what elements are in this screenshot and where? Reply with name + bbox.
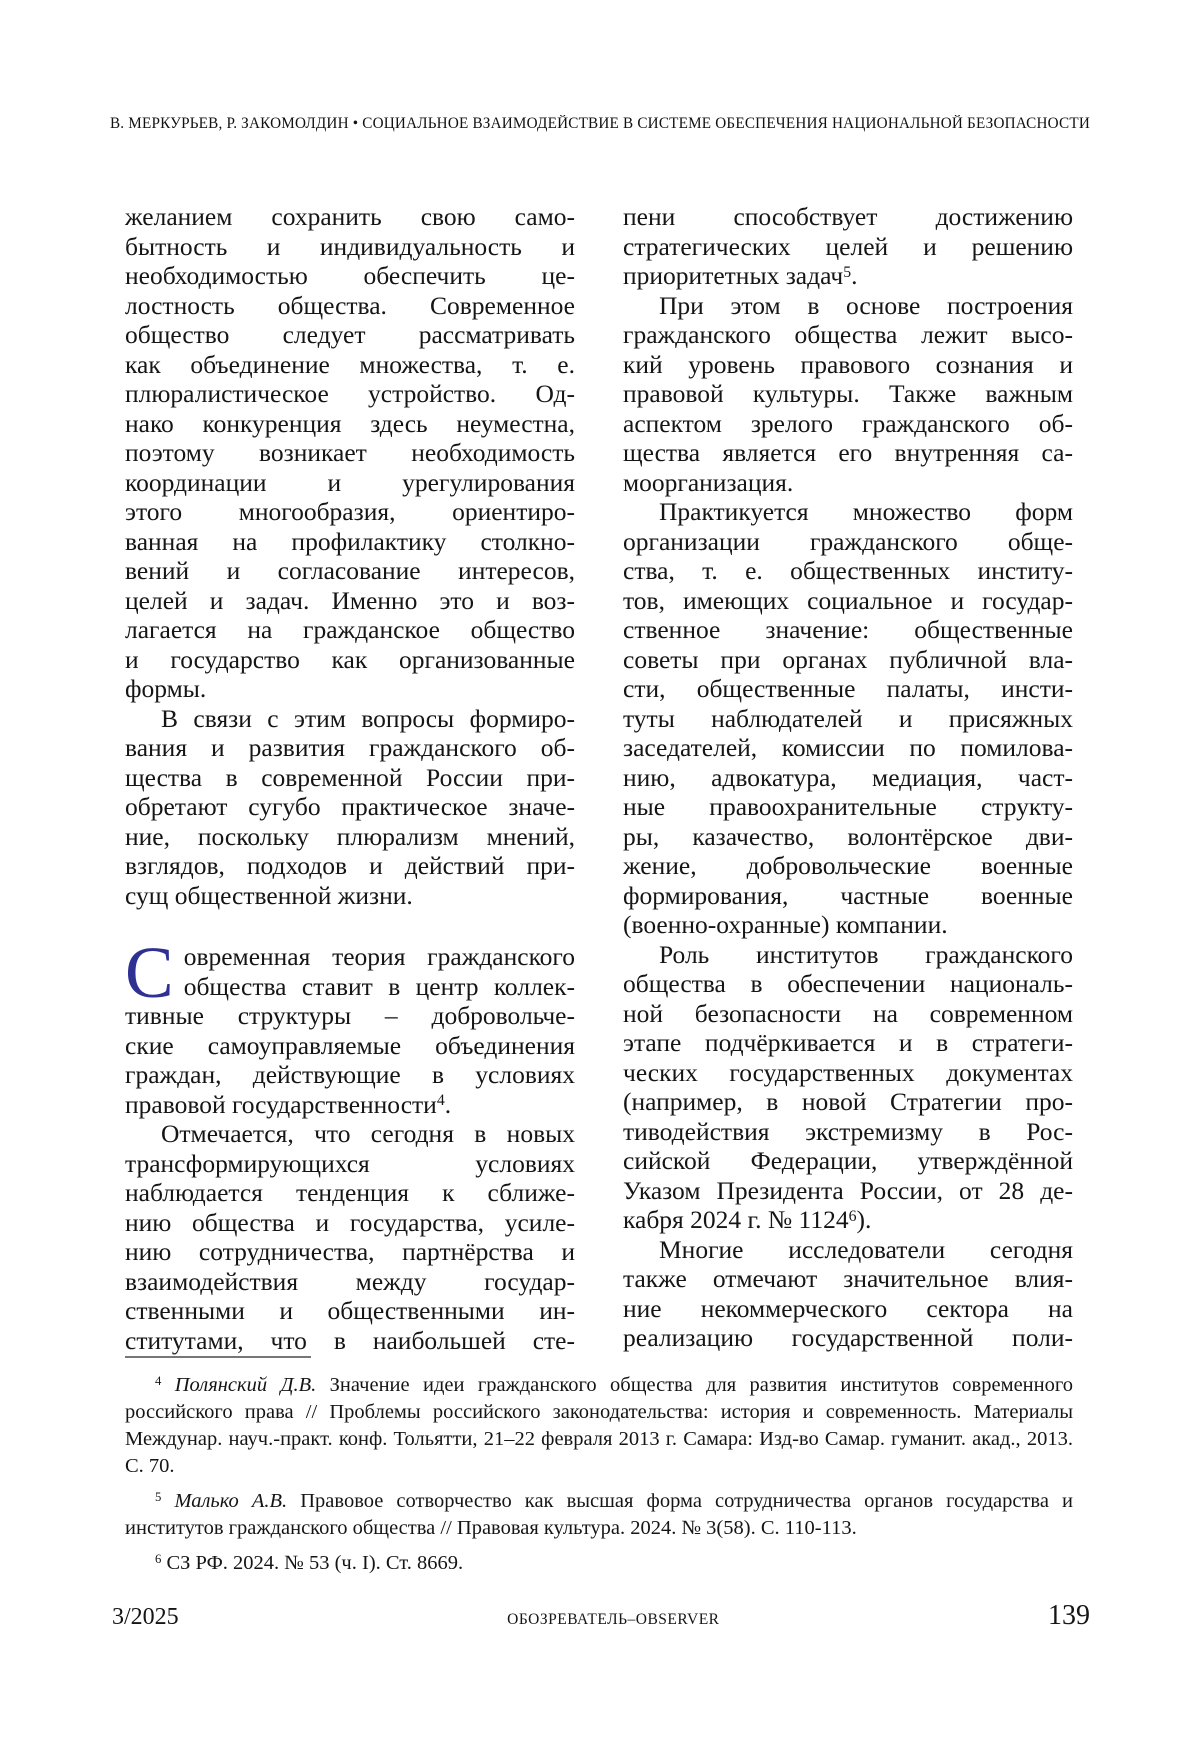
text-line: При этом в основе построения (659, 290, 1073, 320)
footnote-separator (125, 1356, 311, 1358)
text-line: тов, имеющих социальное и государ- (623, 585, 1073, 615)
text-line: (военно-охранные) компании. (623, 910, 948, 939)
text-line: приоритетных задач$^5$. (623, 261, 858, 290)
text-line: также отмечают значительное влия- (623, 1264, 1073, 1293)
text-line: туты наблюдателей и присяжных (623, 703, 1073, 733)
text-line: кабря 2024 г. № 1124$^6$). (623, 1205, 872, 1234)
footnote: $^4$ Полянский Д.В. Значение идеи гражданского общества для развития институтов современного российского права // Проблемы российского законодательства: история и современность. Материалы Междунар. науч.-практ. конф. Тольятти, 21–22 февраля 2013 г. Самара: Изд-во Самар. гуманит. акад., 2013. С. 70. (125, 1374, 1074, 1477)
text-line: сущ общественной жизни. (125, 880, 413, 910)
footnote-author: Полянский Д.В. (174, 1374, 330, 1396)
paragraph (623, 291, 1073, 498)
text-line: общества в обеспечении националь- (623, 969, 1073, 998)
paragraph (623, 940, 1073, 1235)
paragraph (623, 202, 1073, 291)
footnote-ref: 5 (843, 263, 852, 281)
text-line: ры, казачество, волонтёрское дви- (623, 821, 1073, 851)
text-line: моорганизация. (623, 467, 794, 497)
paragraph (125, 932, 575, 1119)
text-line: взглядов, подходов и действий при- (125, 851, 575, 880)
text-line: правовой культуры. Также важным (623, 379, 1073, 408)
text-line: ские самоуправляемые объединения (125, 1030, 575, 1060)
text-line: пени способствует достижению (623, 202, 1073, 231)
text-line: вания и развития гражданского об- (125, 733, 575, 762)
text-line: щества является его внутренняя са- (623, 438, 1073, 467)
text-line: Практикуется множество форм (659, 497, 1073, 526)
footnote-marker: 5 (155, 1490, 162, 1505)
text-line: заседателей, комиссии по помилова- (623, 733, 1073, 762)
text-line: вений и согласование интересов, (125, 556, 575, 585)
text-line: бытность и индивидуальность и (125, 231, 575, 261)
text-line: наблюдается тенденция к сближе- (125, 1178, 575, 1207)
text-line: ственными и общественными ин- (125, 1296, 575, 1325)
text-line: Указом Президента России, от 28 де- (623, 1175, 1073, 1205)
footnote-marker: 6 (155, 1552, 162, 1567)
page-number: 139 (1048, 1600, 1090, 1631)
text-line: ной безопасности на современном (623, 998, 1073, 1028)
footnote: $^6$ СЗ РФ. 2024. № 53 (ч. I). Ст. 8669. (155, 1552, 464, 1574)
right-column (623, 202, 1073, 1355)
text-line: граждан, действующие в условиях (125, 1060, 575, 1089)
text-line: нию сотрудничества, партнёрства и (125, 1237, 575, 1266)
footnote-ref: 6 (848, 1207, 857, 1225)
text-line: щества в современной России при- (125, 762, 575, 792)
text-line: ванная на профилактику столкно- (125, 526, 575, 556)
text-line: ститутами, что в наибольшей сте- (125, 1325, 575, 1355)
text-line: сти, общественные палаты, инсти- (623, 674, 1073, 703)
footnote-marker: 4 (155, 1374, 162, 1389)
page-footer (112, 1600, 1090, 1632)
issue-number: 3/2025 (112, 1604, 179, 1630)
text-line: В связи с этим вопросы формиро- (161, 703, 575, 733)
text-line: реализацию государственной поли- (623, 1323, 1073, 1352)
text-line: ние некоммерческого сектора на (623, 1293, 1073, 1323)
text-line: целей и задач. Именно это и воз- (125, 585, 575, 615)
text-line: лагается на гражданское общество (125, 615, 575, 644)
text-line: поэтому возникает необходимость (125, 438, 575, 467)
text-line: Многие исследователи сегодня (659, 1234, 1073, 1264)
text-line: Роль институтов гражданского (659, 939, 1073, 969)
paragraph (125, 1119, 575, 1355)
footnote-ref: 4 (436, 1092, 445, 1110)
text-line: общества ставит в центр коллек- (183, 971, 575, 1001)
text-line: (например, в новой Стратегии про- (623, 1087, 1073, 1116)
text-line: взаимодействия между государ- (125, 1266, 575, 1296)
text-line: советы при органах публичной вла- (623, 644, 1073, 674)
journal-name: ОБОЗРЕВАТЕЛЬ–OBSERVER (507, 1611, 720, 1628)
text-line: Отмечается, что сегодня в новых (161, 1119, 575, 1148)
text-line: жение, добровольческие военные (623, 851, 1073, 880)
text-columns (125, 202, 1073, 1355)
text-line: ние, поскольку плюрализм мнений, (125, 821, 575, 851)
paragraph (125, 704, 575, 911)
text-line: ческих государственных документах (623, 1057, 1073, 1087)
footnotes (125, 1372, 1073, 1585)
text-line: ные правоохранительные структу- (623, 792, 1073, 821)
text-line: формирования, частные военные (623, 880, 1073, 910)
footnote: $^5$ Малько А.В. Правовое сотворчество как высшая форма сотрудничества органов государства и институтов гражданского общества // Правовая культура. 2024. № 3(58). С. 110-113. (125, 1490, 1073, 1539)
footnote-author: Малько А.В. (174, 1490, 301, 1512)
text-line: организации гражданского обще- (623, 526, 1073, 556)
text-line: обретают сугубо практическое значе- (125, 792, 575, 821)
text-line: желанием сохранить свою само- (125, 202, 575, 231)
text-line: нако конкуренция здесь неуместна, (125, 408, 575, 438)
text-line: ственное значение: общественные (623, 615, 1073, 644)
text-line: тиводействия экстремизму в Рос- (623, 1116, 1073, 1146)
text-line: как объединение множества, т. е. (125, 349, 575, 379)
text-line: общество следует рассматривать (125, 320, 575, 349)
text-line: сийской Федерации, утверждённой (623, 1146, 1073, 1175)
text-line: стратегических целей и решению (623, 231, 1073, 261)
paragraph (623, 497, 1073, 940)
text-line: этого многообразия, ориентиро- (125, 497, 575, 526)
text-line: необходимостью обеспечить це- (125, 261, 575, 290)
text-line: правовой государственности$^4$. (125, 1089, 452, 1119)
text-line: и государство как организованные (125, 644, 575, 674)
text-line: гражданского общества лежит высо- (623, 320, 1073, 349)
text-line: тивные структуры – добровольче- (125, 1001, 575, 1030)
text-line: трансформирующихся условиях (125, 1148, 575, 1178)
text-line: овременная теория гражданского (183, 942, 575, 971)
text-line: лостность общества. Современное (125, 290, 575, 320)
paragraph (125, 202, 575, 704)
text-line: координации и урегулирования (125, 467, 575, 497)
text-line: ства, т. е. общественных институ- (623, 556, 1073, 585)
text-line: нию общества и государства, усиле- (125, 1207, 575, 1237)
left-column (125, 202, 575, 1355)
text-line: кий уровень правового сознания и (623, 349, 1073, 379)
text-line: нию, адвокатура, медиация, част- (623, 762, 1073, 792)
text-line: формы. (125, 674, 207, 703)
drop-cap: С (125, 932, 174, 1013)
text-line: аспектом зрелого гражданского об- (623, 408, 1073, 438)
paragraph (623, 1235, 1073, 1353)
text-line: этапе подчёркивается и в стратеги- (623, 1028, 1073, 1057)
running-header: В. МЕРКУРЬЕВ, Р. ЗАКОМОЛДИН • СОЦИАЛЬНОЕ ВЗАИМОДЕЙСТВИЕ В СИСТЕМЕ ОБЕСПЕЧЕНИЯ НАЦИОНАЛЬНОЙ БЕЗОПАСНОСТИ (109, 115, 1091, 132)
text-line: плюралистическое устройство. Од- (125, 379, 575, 408)
